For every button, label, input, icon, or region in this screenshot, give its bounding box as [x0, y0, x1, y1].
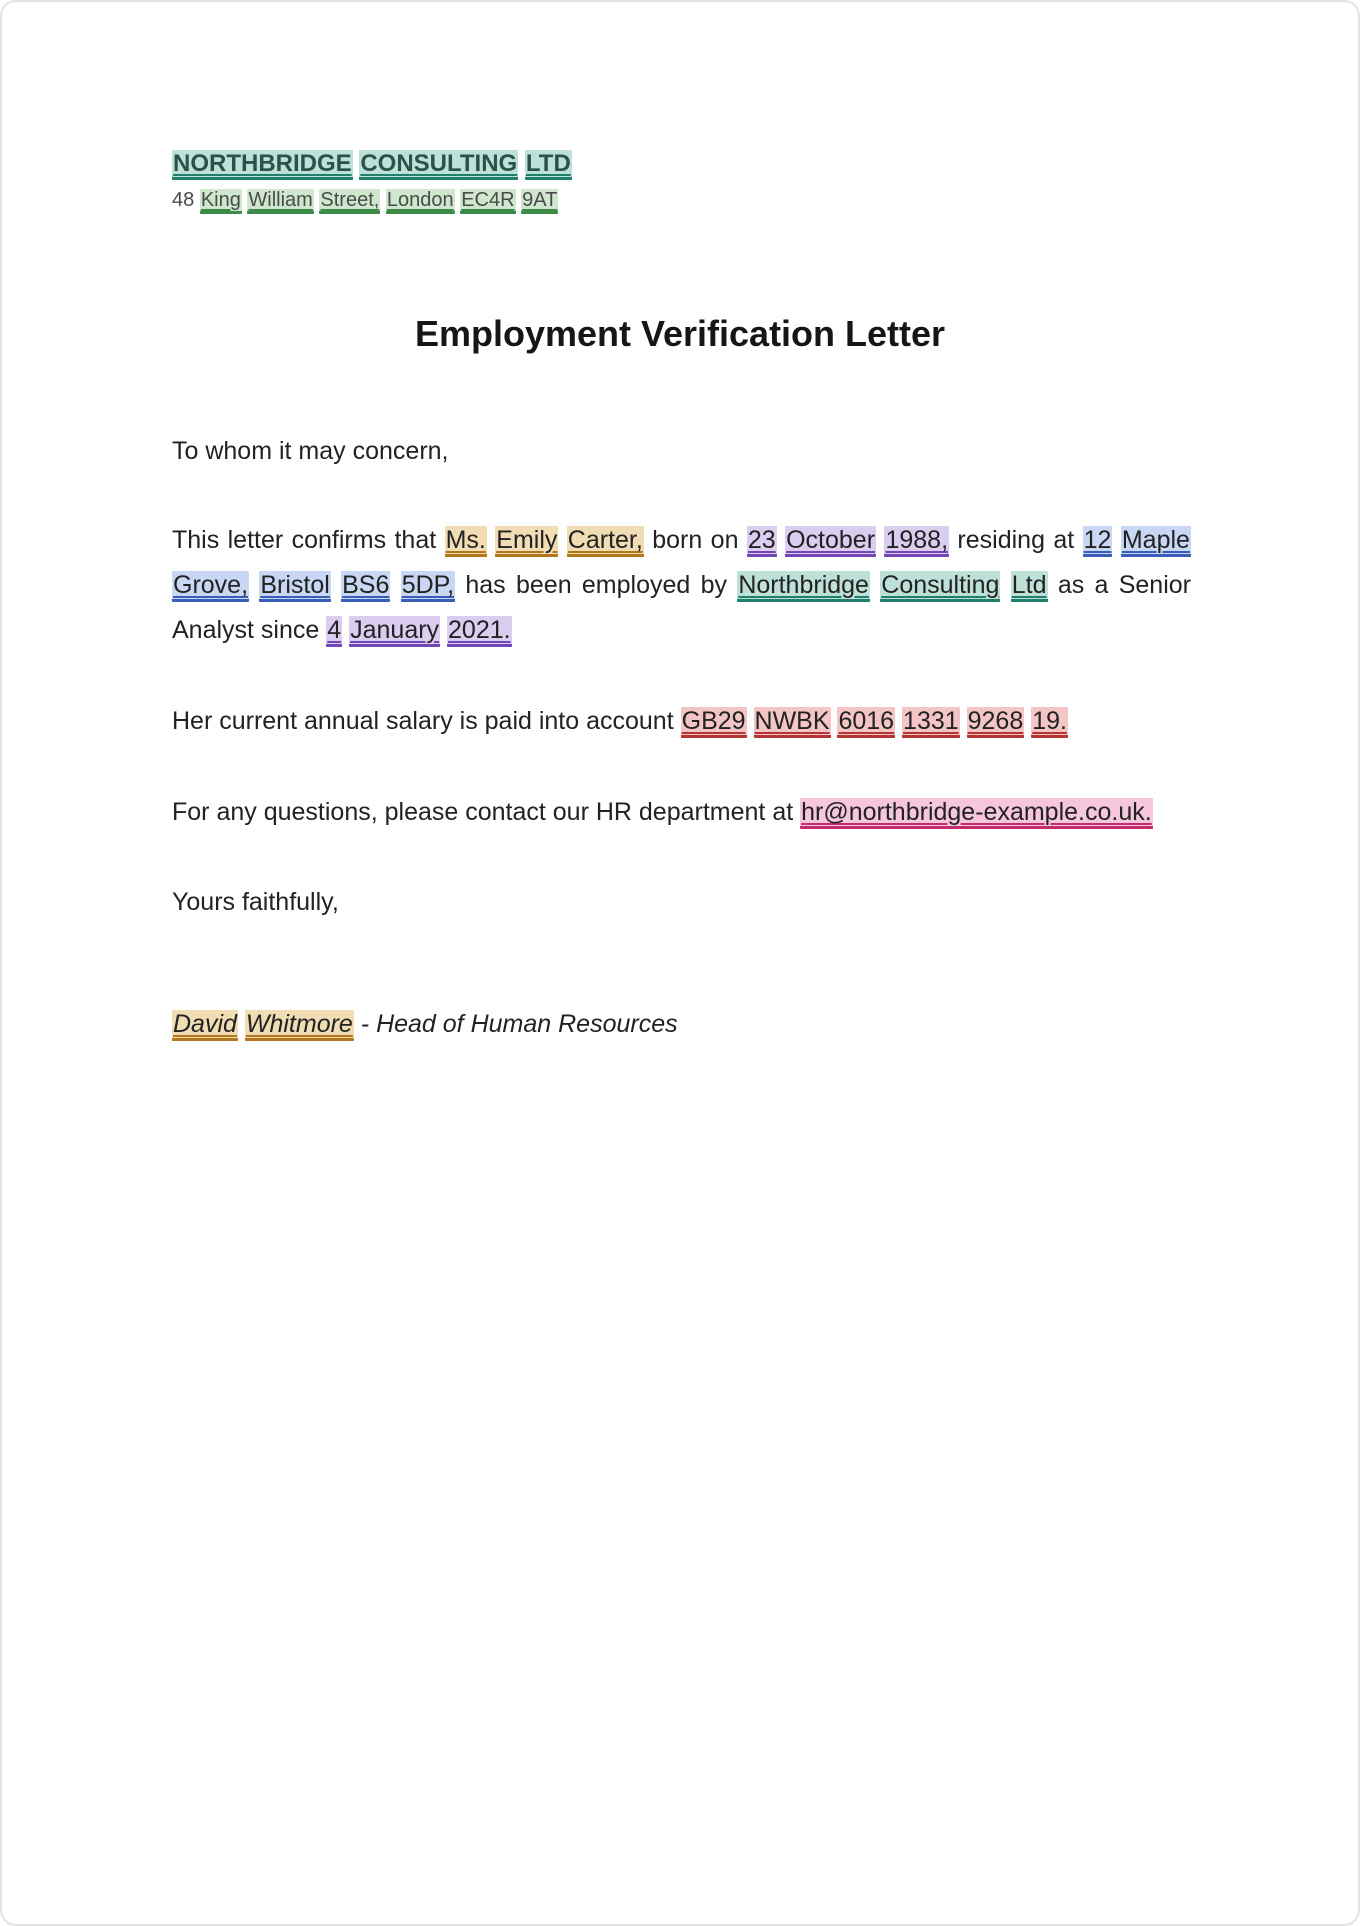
text-run: For any questions, please contact our HR department at [172, 798, 794, 826]
highlight-account-number: 9268 [967, 707, 1025, 738]
highlight-account-number: GB29 [681, 707, 747, 738]
highlight-address: 5DP, [401, 571, 455, 602]
paragraph-employment-details [172, 518, 1191, 653]
highlight-location: EC4R [460, 189, 515, 214]
highlight-email: hr@northbridge-example.co.uk. [800, 798, 1153, 829]
highlight-address: Grove, [172, 571, 249, 602]
highlight-date: 1988, [884, 526, 949, 557]
text-run: Her current annual salary is paid into account [172, 707, 674, 735]
highlight-date: 2021. [447, 616, 512, 647]
highlight-person: Ms. [445, 526, 487, 557]
highlight-date: January [349, 616, 440, 647]
highlight-location: King [200, 189, 242, 214]
text-run: 48 [172, 189, 195, 211]
text-run: residing at [957, 526, 1075, 554]
highlight-address: Maple [1121, 526, 1191, 557]
highlight-organization: NORTHBRIDGE [172, 150, 353, 180]
highlight-account-number: 6016 [837, 707, 895, 738]
highlight-address: Bristol [259, 571, 330, 602]
highlight-organization: Northbridge [737, 571, 870, 602]
company-address [172, 187, 1191, 213]
highlight-account-number: 1331 [902, 707, 960, 738]
text-run: has been employed by [465, 571, 728, 599]
highlight-location: London [386, 189, 455, 214]
company-name [172, 149, 1191, 179]
closing: Yours faithfully, [172, 888, 339, 916]
text-run: This letter confirms that [172, 526, 437, 554]
highlight-date: 4 [326, 616, 342, 647]
highlight-account-number: 19. [1031, 707, 1068, 738]
highlight-person: Carter, [567, 526, 644, 557]
highlight-person: Whitmore [245, 1010, 354, 1041]
paragraph-salary-account [172, 699, 1191, 744]
paragraph-contact [172, 790, 1191, 835]
highlight-location: William [247, 189, 313, 214]
highlight-organization: Consulting [880, 571, 1000, 602]
highlight-date: October [785, 526, 876, 557]
letter-title: Employment Verification Letter [414, 313, 946, 354]
highlight-organization: CONSULTING [359, 150, 518, 180]
highlight-location: Street, [319, 189, 380, 214]
highlight-person: David [172, 1010, 238, 1041]
salutation: To whom it may concern, [172, 437, 449, 465]
highlight-date: 23 [747, 526, 777, 557]
highlight-address: 12 [1083, 526, 1113, 557]
highlight-organization: LTD [525, 150, 572, 180]
signature [172, 1002, 1191, 1047]
text-run: as a Senior Analyst since [172, 571, 1191, 644]
highlight-account-number: NWBK [754, 707, 831, 738]
text-run: - Head of Human Resources [360, 1010, 678, 1038]
text-run: born on [652, 526, 739, 554]
highlight-person: Emily [495, 526, 558, 557]
highlight-address: BS6 [341, 571, 390, 602]
highlight-location: 9AT [521, 189, 558, 214]
highlight-organization: Ltd [1011, 571, 1048, 602]
